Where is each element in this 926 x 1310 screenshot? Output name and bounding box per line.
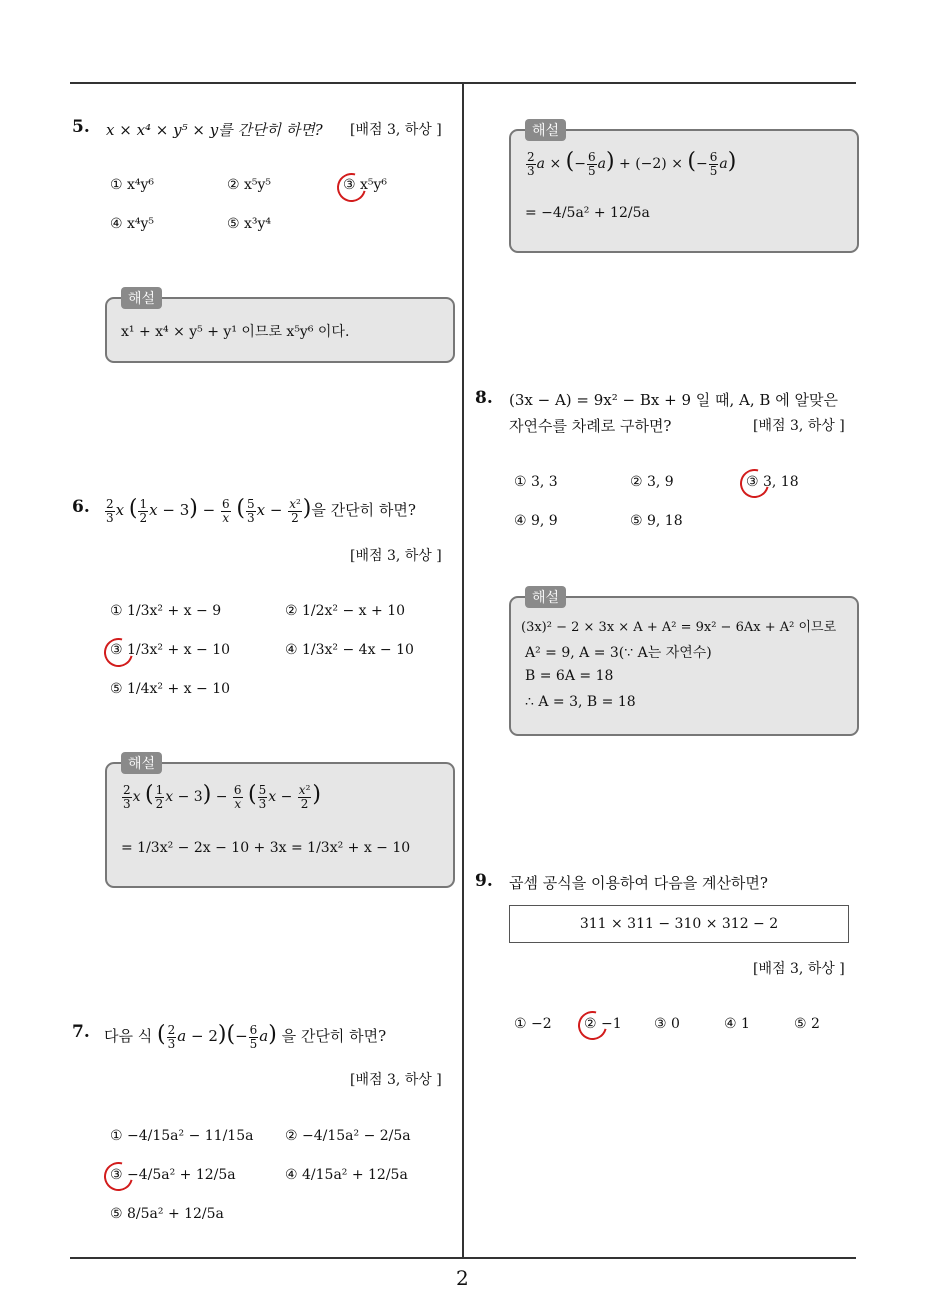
q8-stem-line-1: (3x − A) = 9x² − Bx + 9 일 때, A, B 에 알맞은 xyxy=(509,391,838,409)
q7-solution-box xyxy=(509,123,859,253)
q7-choice-5[interactable]: ⑤ 8/5a² + 12/5a xyxy=(110,1206,224,1222)
q6-choice-3[interactable]: ③ 1/3x² + x − 10 xyxy=(110,642,231,658)
q5-choice-1[interactable]: ① x⁴y⁶ xyxy=(110,177,155,193)
q8-solution-tag: 해설 xyxy=(525,586,566,608)
q7-stem-suffix: 을 간단히 하면? xyxy=(281,1027,387,1045)
bottom-rule xyxy=(70,1257,856,1259)
q7-stem-prefix: 다음 식 xyxy=(104,1027,153,1045)
q5-stem: x × x⁴ × y⁵ × y를 간단히 하면? xyxy=(106,121,323,139)
q9-choice-1[interactable]: ① −2 xyxy=(514,1016,552,1032)
q9-number: 9. xyxy=(475,871,493,891)
column-divider xyxy=(462,83,464,1258)
q6-stem-expression: $\frac{2}{3}$ x ( $\frac{1}{2}$ x − 3) − $\frac{6}{x}$ ( $\frac{5}{3}$ x − $\frac{\text{x²}}{2}$ )을 간단히 하면? xyxy=(106,496,416,525)
q8-solution-line-3: B = 6A = 18 xyxy=(525,668,614,684)
q8-choice-3[interactable]: ③ 3, 18 xyxy=(746,474,799,490)
q7-choice-2[interactable]: ② −4/15a² − 2/5a xyxy=(285,1128,411,1144)
q7-number: 7. xyxy=(72,1022,90,1042)
q9-stem: 곱셈 공식을 이용하여 다음을 계산하면? xyxy=(509,874,768,892)
q8-answer-mark xyxy=(735,464,775,504)
page-number: 2 xyxy=(456,1266,469,1290)
q5-choice-3[interactable]: ③ x⁵y⁶ xyxy=(343,177,388,193)
q5-points: [배점 3, 하상 ] xyxy=(350,122,442,138)
q6-number: 6. xyxy=(72,497,90,517)
q5-solution-box xyxy=(105,291,455,363)
q9-choice-4[interactable]: ④ 1 xyxy=(724,1016,750,1032)
q6-choice-1[interactable]: ① 1/3x² + x − 9 xyxy=(110,603,222,619)
q9-points: [배점 3, 하상 ] xyxy=(753,961,845,977)
q6-stem-suffix: 을 간단히 하면? xyxy=(311,501,416,519)
q6-solution-box xyxy=(105,756,455,888)
q6-solution-tag: 해설 xyxy=(121,752,162,774)
q9-expression: 311 × 311 − 310 × 312 − 2 xyxy=(579,916,779,932)
q9-expression-box xyxy=(509,905,849,943)
q6-solution-line-2: = 1/3x² − 2x − 10 + 3x = 1/3x² + x − 10 xyxy=(121,840,411,856)
q7-choice-1[interactable]: ① −4/15a² − 11/15a xyxy=(110,1128,254,1144)
q7-choice-3[interactable]: ③ −4/5a² + 12/5a xyxy=(110,1167,236,1183)
q5-answer-mark xyxy=(332,168,372,208)
q9-choice-5[interactable]: ⑤ 2 xyxy=(794,1016,820,1032)
q7-points: [배점 3, 하상 ] xyxy=(350,1072,442,1088)
q8-stem-line-2: 자연수를 차례로 구하면? xyxy=(509,417,672,435)
q5-choice-2[interactable]: ② x⁵y⁵ xyxy=(227,177,272,193)
q8-points: [배점 3, 하상 ] xyxy=(753,418,845,434)
q8-choice-1[interactable]: ① 3, 3 xyxy=(514,474,558,490)
q7-stem: 다음 식 ( $\frac{2}{3}$ a − 2)(− $\frac{6}{5}$ a) 을 간단히 하면? xyxy=(104,1022,387,1051)
q8-choice-4[interactable]: ④ 9, 9 xyxy=(514,513,558,529)
q8-solution-line-1: (3x)² − 2 × 3x × A + A² = 9x² − 6Ax + A² 이므로 xyxy=(521,620,837,635)
q6-choice-2[interactable]: ② 1/2x² − x + 10 xyxy=(285,603,406,619)
q7-choice-4[interactable]: ④ 4/15a² + 12/5a xyxy=(285,1167,408,1183)
q5-number: 5. xyxy=(72,117,90,137)
q9-choice-3[interactable]: ③ 0 xyxy=(654,1016,680,1032)
q9-answer-mark xyxy=(573,1006,613,1046)
q8-solution-line-4: ∴ A = 3, B = 18 xyxy=(525,694,636,710)
q5-solution-line: x¹ + x⁴ × y⁵ + y¹ 이므로 x⁵y⁶ 이다. xyxy=(121,324,350,340)
q6-choice-4[interactable]: ④ 1/3x² − 4x − 10 xyxy=(285,642,414,658)
q5-solution-tag: 해설 xyxy=(121,287,162,309)
q8-choice-2[interactable]: ② 3, 9 xyxy=(630,474,674,490)
q8-number: 8. xyxy=(475,388,493,408)
q9-choice-2[interactable]: ② −1 xyxy=(584,1016,622,1032)
q6-points: [배점 3, 하상 ] xyxy=(350,548,442,564)
q8-choice-5[interactable]: ⑤ 9, 18 xyxy=(630,513,683,529)
q8-solution-box xyxy=(509,590,859,736)
q5-choice-4[interactable]: ④ x⁴y⁵ xyxy=(110,216,155,232)
q6-answer-mark xyxy=(99,633,139,673)
q6-solution-line-1: $\frac{2}{3}$ x ( $\frac{1}{2}$ x − 3) − $\frac{6}{x}$ ( $\frac{5}{3}$ x − $\frac{\text{x²}}{2}$ ) xyxy=(123,782,321,811)
q8-solution-line-2: A² = 9, A = 3(∵ A는 자연수) xyxy=(525,645,712,661)
q7-answer-mark xyxy=(99,1157,139,1197)
q5-choice-5[interactable]: ⑤ x³y⁴ xyxy=(227,216,272,232)
q7-solution-tag: 해설 xyxy=(525,119,566,141)
q7-solution-line-1: $\frac{2}{3}$ a × (− $\frac{6}{5}$ a) + (−2) × (− $\frac{6}{5}$ a) xyxy=(527,149,737,178)
q6-choice-5[interactable]: ⑤ 1/4x² + x − 10 xyxy=(110,681,231,697)
q7-solution-line-2: = −4/5a² + 12/5a xyxy=(525,205,650,221)
